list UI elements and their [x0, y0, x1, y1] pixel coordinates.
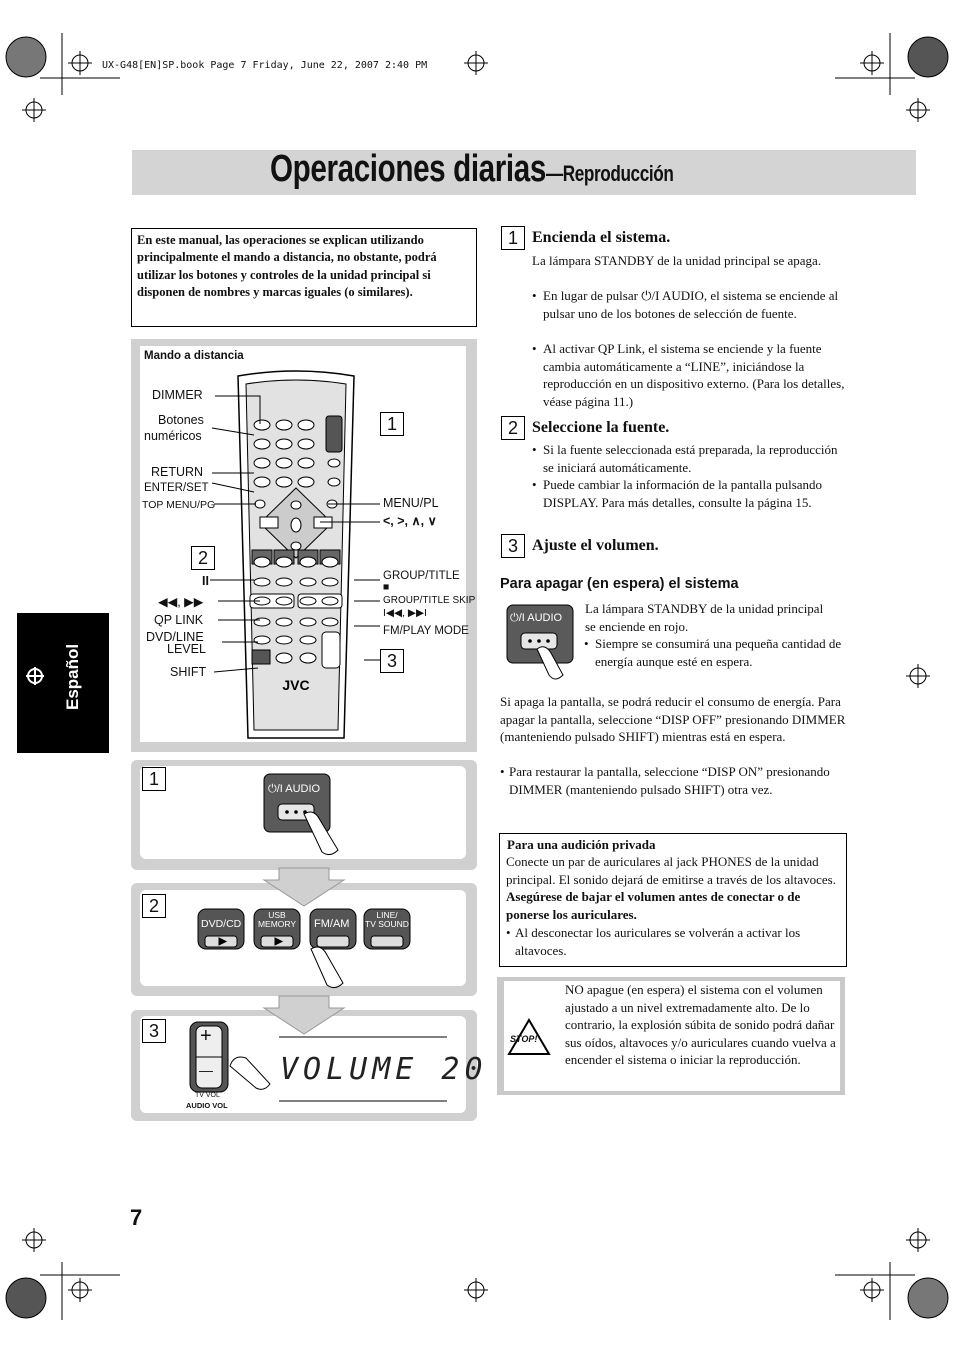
label-arrows: <, >, ∧, ∨	[383, 514, 437, 528]
private-heading: Para una audición privada	[507, 837, 656, 852]
step-arrow-1-icon	[254, 868, 354, 908]
warning-text: NO apague (en espera) el sistema con el volumen ajustado a un nivel extremadamente alto. De lo contrario, la explosión súbita de sonido podrá dañar sus oídos, altavoces y/o auriculares cuando vuelva a encender el sistema o iniciar la reproducción.	[565, 982, 836, 1067]
label-return: RETURN	[151, 465, 204, 479]
private-bullet: • Al desconectar los auriculares se volverán a activar los altavoces.	[506, 925, 801, 958]
step-1-bullet-2-text: Al activar QP Link, el sistema se enciende y la fuente cambia automáticamente a “LINE”, iniciándose la reproducción en un dispositivo externo. (Para los detalles, véase página 11.)	[543, 341, 845, 409]
step-3-heading: Ajuste el volumen.	[532, 537, 659, 554]
remote-caption: Mando a distancia	[144, 350, 244, 362]
step-1-button-label: ⏻/I AUDIO	[268, 783, 321, 795]
label-skip2: I◀◀, ▶▶I	[383, 607, 427, 619]
private-bullet-text: Al desconectar los auriculares se volverán a activar los altavoces.	[515, 925, 801, 958]
knob-label-audio-vol: AUDIO VOL	[186, 1101, 228, 1110]
label-level: LEVEL	[167, 642, 206, 656]
private-text-main: Conecte un par de auriculares al jack PHONES de la unidad principal. El sonido dejará de emitirse a través de los altavoces.	[506, 854, 836, 887]
standby-button-label: ⏻/I AUDIO	[510, 612, 563, 624]
remote-step-2-mark: 2	[191, 546, 215, 570]
remote-step-1-mark: 1	[380, 412, 404, 436]
language-tab-label: Español	[63, 643, 82, 710]
label-group-title-skip: GROUP/TITLE SKIP	[383, 595, 476, 606]
page-title	[270, 148, 673, 191]
book-file-line: UX-G48[EN]SP.book Page 7 Friday, June 22, 2007 2:40 PM	[102, 60, 428, 71]
step-2-heading: Seleccione la fuente.	[532, 419, 670, 436]
step-2-bullet-1-text: Si la fuente seleccionada está preparada, la reproducción se iniciará automáticamente.	[543, 442, 838, 475]
standby-heading: Para apagar (en espera) el sistema	[500, 576, 739, 592]
step-2-button-dvd-cd: DVD/CD	[201, 918, 242, 930]
step-panel-3-num: 3	[142, 1019, 166, 1043]
volume-minus: —	[199, 1062, 213, 1078]
step-panel-2-num: 2	[142, 894, 166, 918]
label-dvd-line: DVD/LINE	[146, 630, 204, 644]
step-1-bullet-1: • En lugar de pulsar ⏻/I AUDIO, el sistema se enciende al pulsar uno de los botones de selección de fuente.	[532, 288, 839, 321]
standby-text: La lámpara STANDBY de la unidad principal se enciende en rojo.	[585, 601, 824, 634]
volume-display: VOLUME 20	[280, 1052, 488, 1087]
standby-bullet: • Siempre se consumirá una pequeña cantidad de energía aunque esté en espera.	[584, 636, 842, 669]
title-main: Operaciones diarias	[270, 148, 546, 190]
step-2-button-usb: USB MEMORY	[257, 910, 297, 929]
knob-label-tv-vol: TV VOL	[195, 1092, 220, 1099]
label-pause: II	[202, 574, 209, 588]
label-group-title: GROUP/TITLE	[383, 570, 460, 582]
private-text-bold: Asegúrese de bajar el volumen antes de conectar o de ponerse los auriculares.	[506, 889, 801, 922]
step-1-num: 1	[501, 226, 525, 250]
stop-warning-icon-text: STOP!	[510, 1034, 538, 1044]
step-1-heading: Encienda el sistema.	[532, 229, 671, 246]
display-off-bullet: • Para restaurar la pantalla, seleccione “DISP ON” presionando DIMMER (manteniendo pulsado SHIFT) otra vez.	[500, 764, 830, 797]
tab-crosshair-icon	[25, 666, 45, 686]
label-botones: Botones	[158, 413, 204, 427]
label-qp-link: QP LINK	[154, 613, 204, 627]
private-text	[506, 853, 840, 923]
display-off-bullet-text: Para restaurar la pantalla, seleccione “DISP ON” presionando DIMMER (manteniendo pulsado SHIFT) otra vez.	[509, 764, 830, 797]
remote-step-3-mark: 3	[380, 649, 404, 673]
label-skip: ◀◀, ▶▶	[158, 595, 204, 609]
step-1-text: La lámpara STANDBY de la unidad principal se apaga.	[532, 253, 822, 268]
step-2-button-fm-am: FM/AM	[314, 918, 350, 930]
step-3-num: 3	[501, 534, 525, 558]
step-2-bullet-1: • Si la fuente seleccionada está preparada, la reproducción se iniciará automáticamente.	[532, 442, 838, 475]
title-sub: —Reproducción	[545, 161, 674, 186]
label-menu-pl: MENU/PL	[383, 496, 439, 510]
remote-brand: JVC	[282, 677, 310, 693]
label-dimmer: DIMMER	[152, 388, 203, 402]
intro-text: En este manual, las operaciones se explican utilizando principalmente el mando a distancia, no obstante, podrá utilizar los botones y controles de la unidad principal si disponen de nombres y marcas iguales (o similares).	[137, 233, 437, 299]
step-1-bullet-2: • Al activar QP Link, el sistema se enciende y la fuente cambia automáticamente a “LINE”, iniciándose la reproducción en un dispositivo externo. (Para los detalles, véase página 11.)	[532, 341, 845, 409]
step-2-bullet-2: • Puede cambiar la información de la pantalla pulsando DISPLAY. Para más detalles, consulte la página 15.	[532, 477, 823, 510]
standby-bullet-text: Siempre se consumirá una pequeña cantidad de energía aunque esté en espera.	[595, 636, 842, 669]
display-off-text: Si apaga la pantalla, se podrá reducir el consumo de energía. Para apagar la pantalla, seleccione “DISP OFF” presionando DIMMER (manteniendo pulsado SHIFT) mientras está en espera.	[500, 694, 846, 744]
label-enter-set: ENTER/SET	[144, 482, 209, 494]
label-numericos: numéricos	[144, 429, 202, 443]
page-number: 7	[130, 1205, 143, 1230]
step-1-bullet-1-text: En lugar de pulsar ⏻/I AUDIO, el sistema se enciende al pulsar uno de los botones de selección de fuente.	[543, 288, 839, 321]
step-2-bullet-2-text: Puede cambiar la información de la pantalla pulsando DISPLAY. Para más detalles, consulte la página 15.	[543, 477, 823, 510]
step-2-button-line: LINE/ TV SOUND	[365, 910, 409, 929]
step-2-num: 2	[501, 416, 525, 440]
label-top-menu: TOP MENU/PG	[142, 499, 216, 511]
step-panel-1-num: 1	[142, 767, 166, 791]
volume-plus: +	[200, 1025, 212, 1047]
label-fm-play-mode: FM/PLAY MODE	[383, 625, 469, 637]
label-stop: ■	[383, 581, 390, 593]
label-shift: SHIFT	[170, 665, 207, 679]
